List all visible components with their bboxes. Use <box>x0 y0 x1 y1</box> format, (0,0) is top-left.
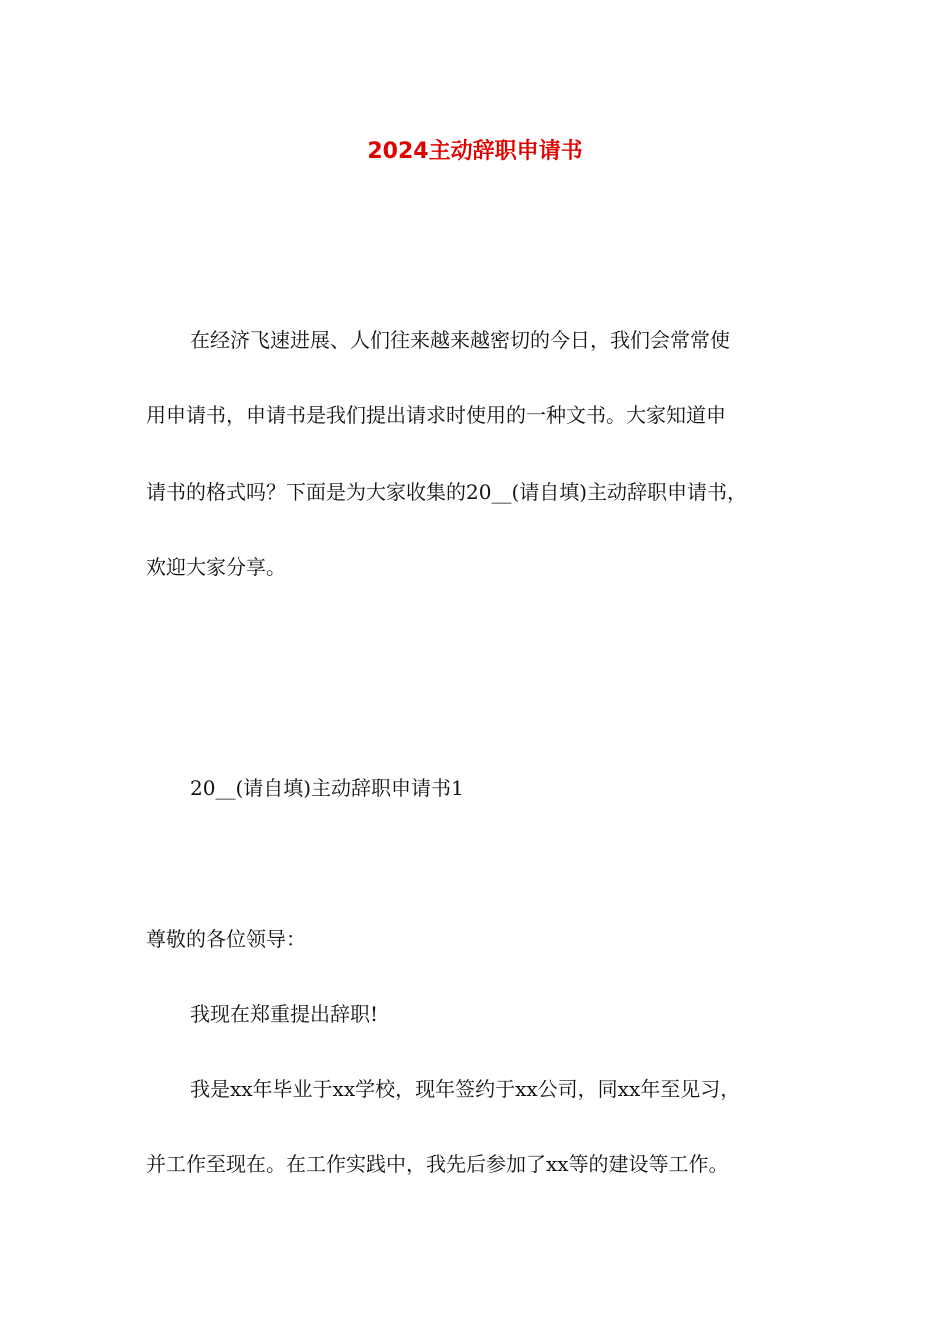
intro-line-3: 请书的格式吗？下面是为大家收集的20__(请自填)主动辞职申请书， <box>146 480 748 504</box>
salutation: 尊敬的各位领导： <box>146 927 306 951</box>
section-heading: 20__(请自填)主动辞职申请书1 <box>190 776 464 800</box>
paragraph-1: 我现在郑重提出辞职! <box>190 1002 379 1026</box>
intro-line-2: 用申请书，申请书是我们提出请求时使用的一种文书。大家知道申 <box>146 403 726 427</box>
intro-line-1: 在经济飞速进展、人们往来越来越密切的今日，我们会常常使 <box>190 328 730 352</box>
paragraph-2-line-1: 我是xx年毕业于xx学校，现年签约于xx公司，同xx年至见习， <box>190 1077 741 1101</box>
document-title: 2024主动辞职申请书 <box>367 139 583 164</box>
intro-line-4: 欢迎大家分享。 <box>146 555 286 579</box>
paragraph-2-line-2: 并工作至现在。在工作实践中，我先后参加了xx等的建设等工作。 <box>146 1152 729 1176</box>
